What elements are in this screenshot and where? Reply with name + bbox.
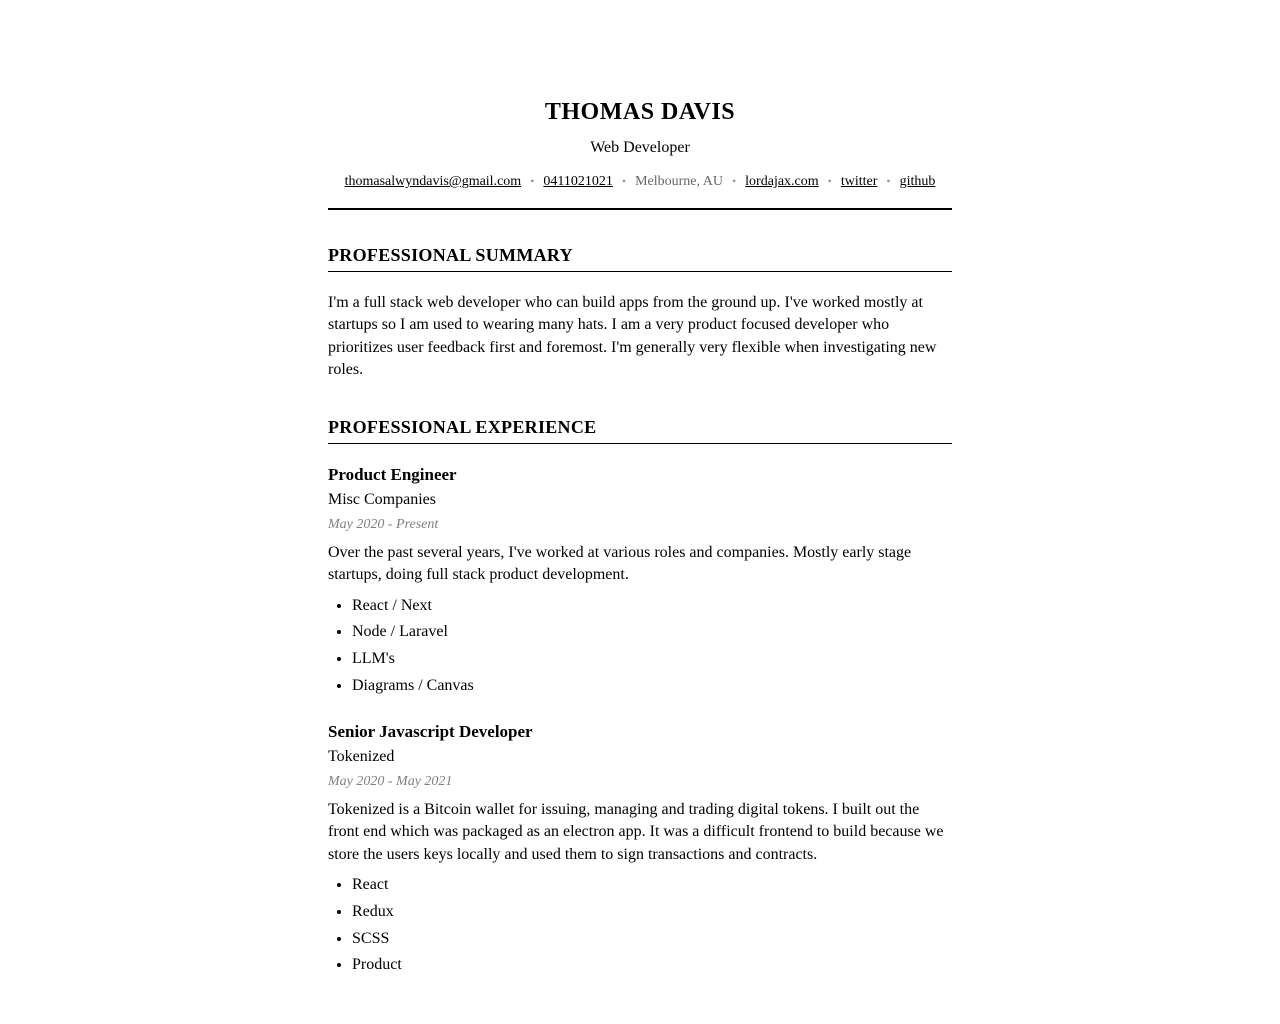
- highlight-item: • Diagrams / Canvas: [352, 676, 952, 697]
- job-role: Product Engineer: [328, 464, 457, 484]
- website-link[interactable]: lordajax.com: [745, 174, 819, 189]
- section-experience: [328, 418, 952, 977]
- contact-separator: •: [530, 174, 535, 188]
- summary-paragraph: I'm a full stack web developer who can build apps from the ground up. I've worked mostly at startups so I am used to wearing many hats. I am a very product focused developer who prioritizes user feedback first and foremost. I'm generally very flexible when investigating new roles.: [328, 294, 937, 379]
- job-dates: May 2020 - May 2021: [328, 773, 453, 789]
- contact-line: [328, 165, 952, 198]
- resume-header: [328, 100, 952, 210]
- email-link[interactable]: thomasalwyndavis@gmail.com: [344, 174, 522, 189]
- contact-separator: •: [731, 174, 737, 188]
- job-role: Senior Javascript Developer: [328, 721, 533, 741]
- highlight-item: • SCSS: [352, 929, 952, 950]
- summary-heading: PROFESSIONAL SUMMARY: [328, 246, 952, 272]
- header-divider: [328, 208, 952, 210]
- phone-link[interactable]: 0411021021: [543, 174, 613, 189]
- contact-separator: •: [621, 174, 627, 188]
- job-company: Misc Companies: [328, 490, 436, 508]
- contact-separator: •: [886, 174, 891, 188]
- github-link[interactable]: github: [899, 174, 936, 189]
- job-dates: May 2020 - Present: [328, 516, 439, 532]
- job-entry: [328, 466, 952, 697]
- highlight-item: • Redux: [352, 902, 952, 923]
- experience-heading: PROFESSIONAL EXPERIENCE: [328, 418, 952, 444]
- twitter-link[interactable]: twitter: [840, 174, 878, 189]
- highlight-item: • Product: [352, 955, 952, 976]
- highlight-item: • Node / Laravel: [352, 622, 952, 643]
- highlight-item: • LLM's: [352, 649, 952, 670]
- job-description: Over the past several years, I've worked at various roles and companies. Mostly early stage startups, doing full stack product development.: [328, 543, 912, 584]
- job-highlights: [328, 875, 952, 976]
- job-company: Tokenized: [328, 747, 395, 765]
- section-summary: [328, 246, 952, 382]
- job-description: Tokenized is a Bitcoin wallet for issuing, managing and trading digital tokens. I built out the front end which was packaged as an electron app. It was a difficult frontend to build because we store the users keys locally and used them to sign transactions and contracts.: [328, 800, 944, 863]
- highlight-item: • React: [352, 875, 952, 896]
- job-entry: [328, 723, 952, 977]
- person-role: Web Developer: [590, 139, 690, 156]
- location-text: Melbourne, AU: [635, 174, 723, 189]
- person-name: THOMAS DAVIS: [544, 99, 736, 125]
- contact-separator: •: [827, 174, 832, 188]
- highlight-item: • React / Next: [352, 596, 952, 617]
- resume-document: [328, 0, 952, 1002]
- job-highlights: [328, 596, 952, 697]
